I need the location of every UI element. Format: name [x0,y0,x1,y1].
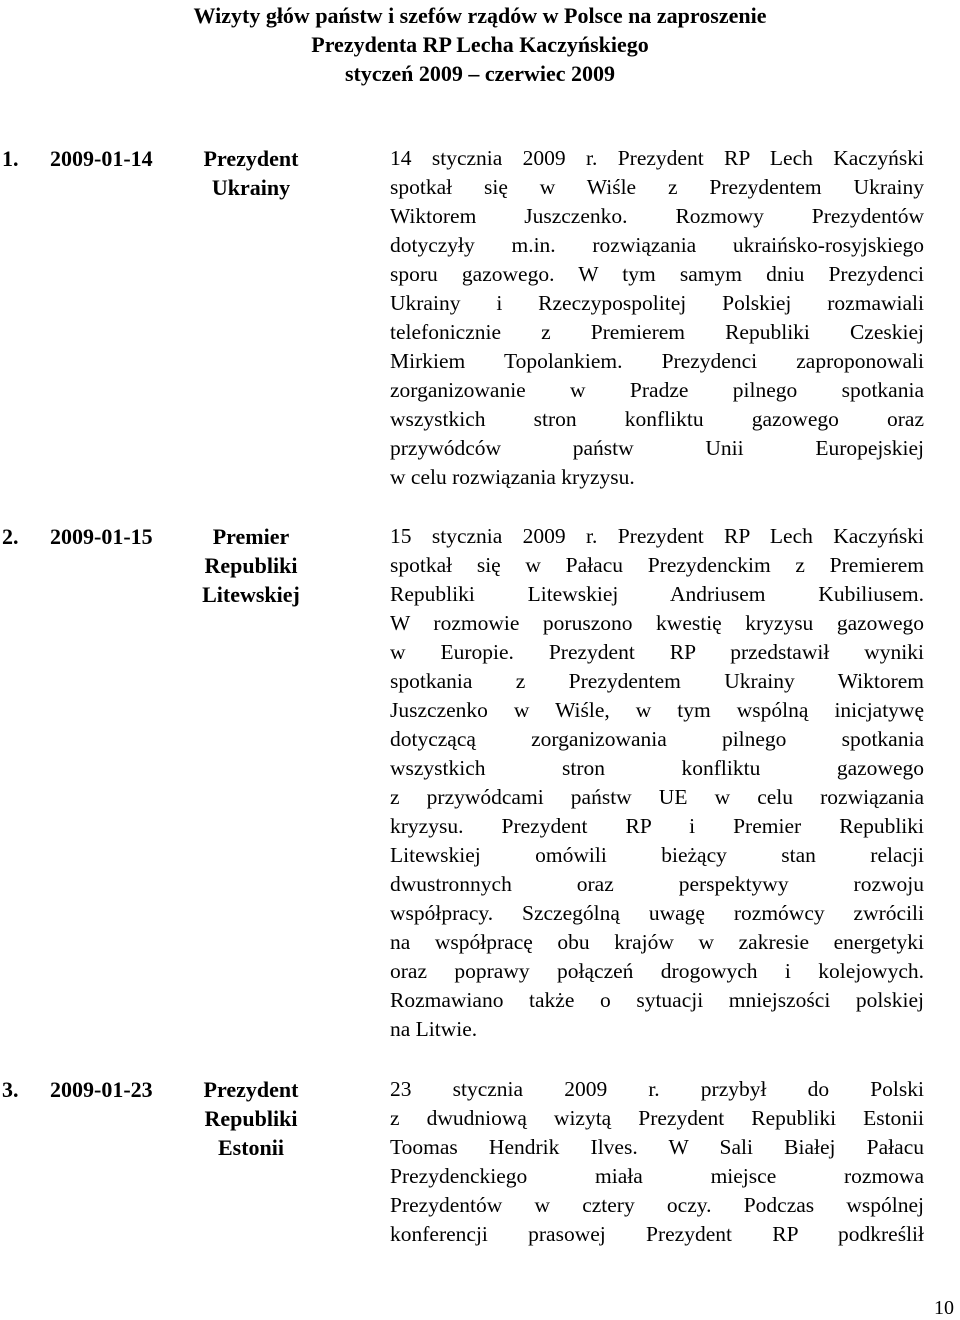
description-line: Toomas Hendrik Ilves. W Sali Białej Pałacu [390,1135,924,1159]
description-line: zorganizowanie w Pradze pilnego spotkania [390,378,924,402]
description-line: Prezydenckiego miała miejsce rozmowa [390,1164,924,1188]
header-title-line-1: Wizyty głów państw i szefów rządów w Polsce na zaproszenie [193,3,767,28]
description-line: na Litwie. [390,1017,478,1041]
description-line: przywódców państw Unii Europejskiej [390,436,924,460]
description-line: W rozmowie poruszono kwestię kryzysu gazowego [390,611,924,635]
entry-description [390,1075,924,1249]
description-line: z przywódcami państw UE w celu rozwiązania [390,785,924,809]
entry-date: 2009-01-14 [50,146,153,171]
visitor-line: Republiki [204,553,298,578]
description-line: oraz poprawy połączeń drogowych i kolejowych. [390,959,924,983]
entry-description [390,144,924,492]
entry-visitor [192,144,310,202]
visitor-line: Prezydent [203,146,299,171]
header-title-line-3: styczeń 2009 – czerwiec 2009 [344,61,615,86]
visitor-line: Premier [212,524,290,549]
description-line: 15 stycznia 2009 r. Prezydent RP Lech Kaczyński [390,524,924,548]
description-line: Juszczenko w Wiśle, w tym wspólną inicjatywę [390,698,924,722]
description-line: na współpracę obu krajów w zakresie energetyki [390,930,924,954]
entry-number: 3. [2,1077,19,1102]
page-number: 10 [934,1297,954,1319]
description-line: wszystkich stron konfliktu gazowego [390,756,924,780]
description-line: sporu gazowego. W tym samym dniu Prezydenci [390,262,924,286]
description-line: konferencji prasowej Prezydent RP podkreślił [390,1222,924,1246]
description-line: Rozmawiano także o sytuacji mniejszości polskiej [390,988,924,1012]
description-line: Mirkiem Topolankiem. Prezydenci zaproponowali [390,349,924,373]
entry-date: 2009-01-23 [50,1077,153,1102]
visitor-line: Litewskiej [202,582,300,607]
description-line: spotkania z Prezydentem Ukrainy Wiktorem [390,669,924,693]
description-line: spotkał się w Wiśle z Prezydentem Ukrainy [390,175,924,199]
description-line: Litewskiej omówili bieżący stan relacji [390,843,924,867]
description-line: dwustronnych oraz perspektywy rozwoju [390,872,924,896]
entry-number: 2. [2,524,19,549]
document-header [0,0,960,88]
description-line: z dwudniową wizytą Prezydent Republiki Estonii [390,1106,924,1130]
description-line: Republiki Litewskiej Andriusem Kubiliusem. [390,582,924,606]
entry-description [390,522,924,1044]
description-line: dotyczyły m.in. rozwiązania ukraińsko-rosyjskiego [390,233,924,257]
description-line: Ukrainy i Rzeczypospolitej Polskiej rozmawiali [390,291,924,315]
description-line: w Europie. Prezydent RP przedstawił wyniki [390,640,924,664]
description-line: kryzysu. Prezydent RP i Premier Republiki [390,814,924,838]
description-line: w celu rozwiązania kryzysu. [390,465,635,489]
description-line: 23 stycznia 2009 r. przybył do Polski [390,1077,924,1101]
visitor-line: Ukrainy [211,175,291,200]
entry-number: 1. [2,146,19,171]
description-line: Prezydentów w cztery oczy. Podczas wspólnej [390,1193,924,1217]
description-line: telefonicznie z Premierem Republiki Czeskiej [390,320,924,344]
entry-visitor [192,522,310,609]
description-line: 14 stycznia 2009 r. Prezydent RP Lech Kaczyński [390,146,924,170]
description-line: spotkał się w Pałacu Prezydenckim z Premierem [390,553,924,577]
entry-visitor [192,1075,310,1162]
description-line: wszystkich stron konfliktu gazowego oraz [390,407,924,431]
description-line: dotyczącą zorganizowania pilnego spotkania [390,727,924,751]
entry-date: 2009-01-15 [50,524,153,549]
visitor-line: Prezydent [203,1077,299,1102]
header-title-line-2: Prezydenta RP Lecha Kaczyńskiego [311,32,649,57]
description-line: Wiktorem Juszczenko. Rozmowy Prezydentów [390,204,924,228]
description-line: współpracy. Szczególną uwagę rozmówcy zwrócili [390,901,924,925]
visitor-line: Estonii [217,1135,285,1160]
visitor-line: Republiki [204,1106,298,1131]
